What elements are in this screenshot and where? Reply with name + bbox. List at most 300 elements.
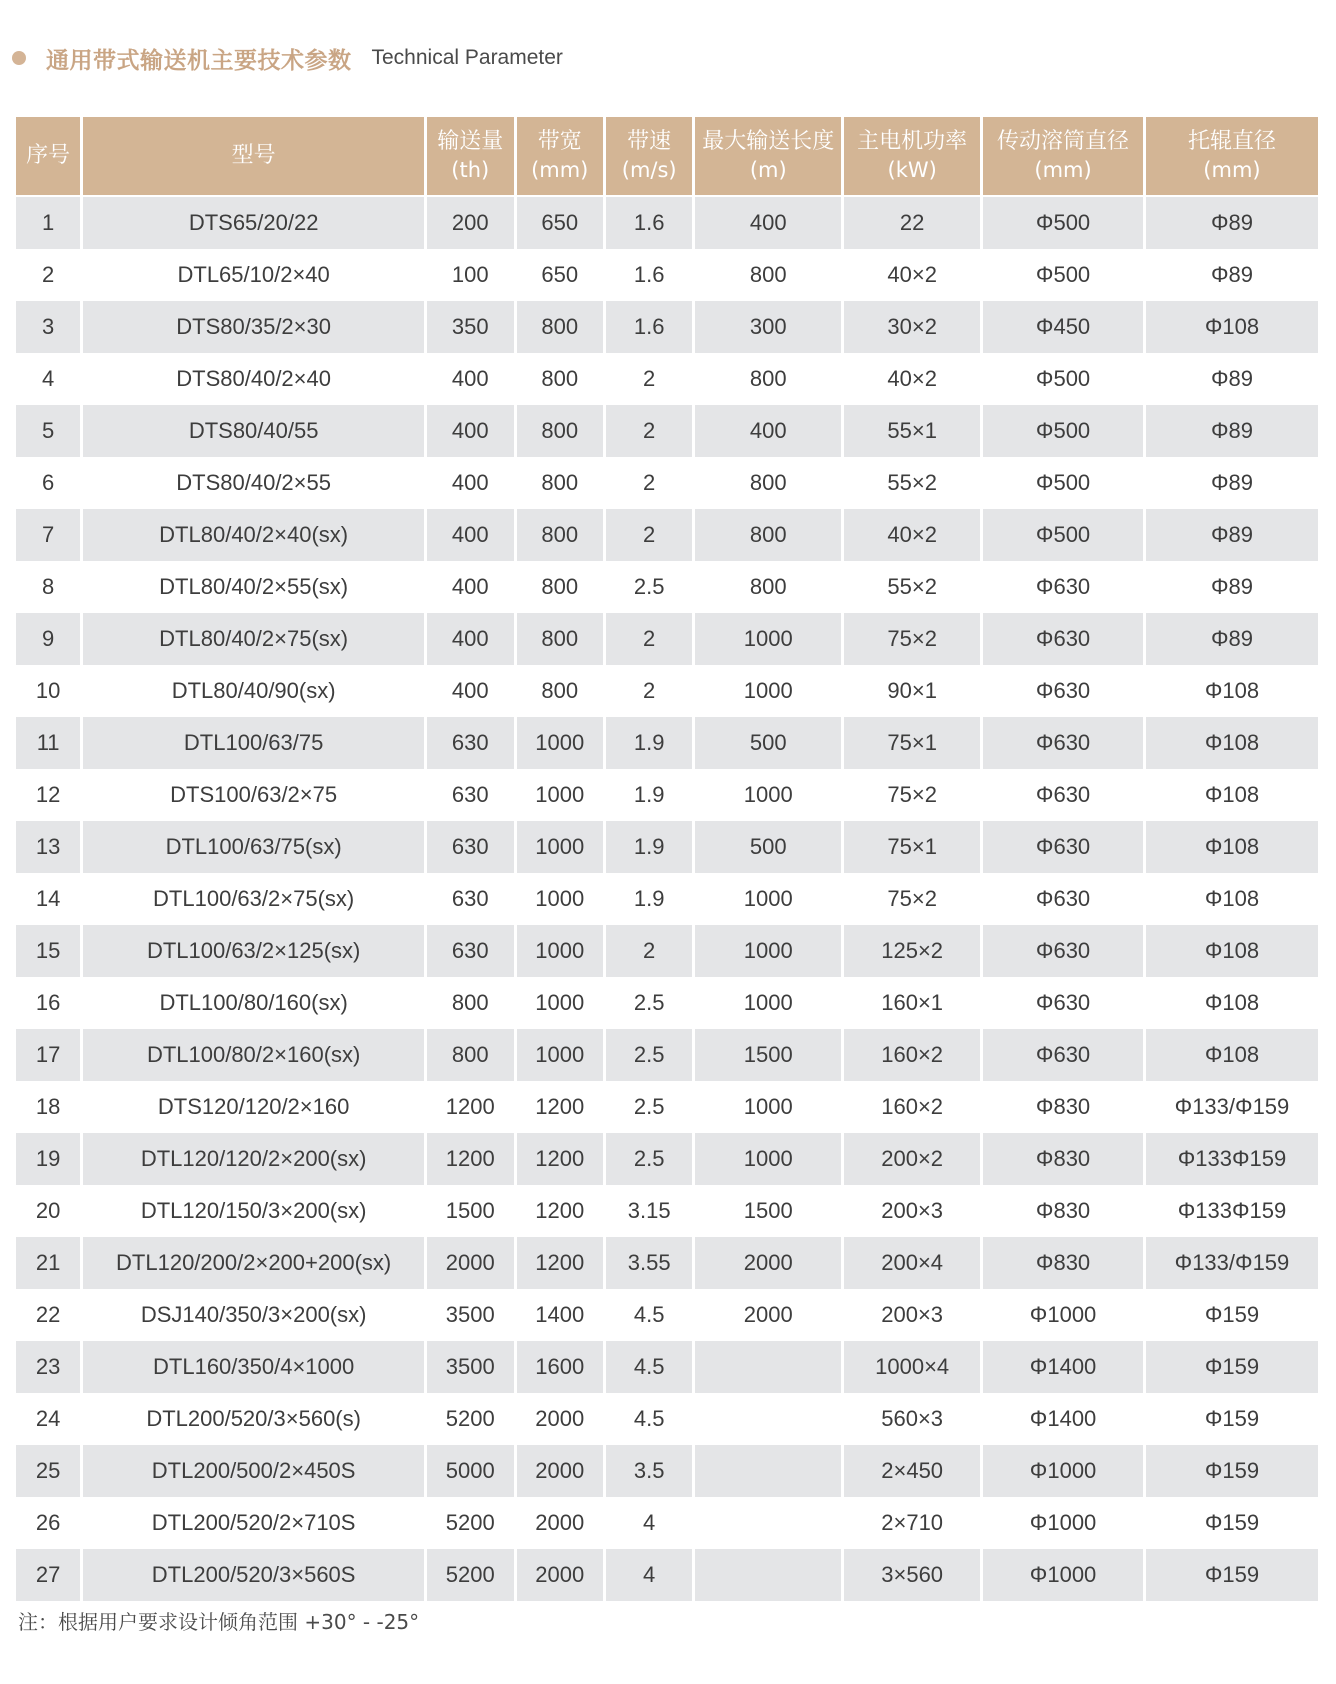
footnote: 注：根据用户要求设计倾角范围 +30° - -25° bbox=[18, 1610, 420, 1634]
table-cell: 400 bbox=[426, 353, 515, 405]
table-cell: 25 bbox=[16, 1445, 82, 1497]
table-cell: Φ159 bbox=[1144, 1289, 1318, 1341]
table-cell: DTL65/10/2×40 bbox=[82, 249, 426, 301]
table-row bbox=[16, 509, 1318, 561]
table-header-row bbox=[16, 117, 1318, 196]
table-cell: 75×1 bbox=[843, 821, 982, 873]
table-cell: 1000 bbox=[515, 1029, 604, 1081]
table-cell: 75×1 bbox=[843, 717, 982, 769]
table-cell: 2000 bbox=[426, 1237, 515, 1289]
table-cell: Φ159 bbox=[1144, 1341, 1318, 1393]
column-header-unit: (mm) bbox=[531, 158, 589, 182]
column-header-label: 主电机功率 bbox=[857, 129, 968, 154]
table-cell: 800 bbox=[515, 457, 604, 509]
table-cell: Φ500 bbox=[982, 353, 1145, 405]
table-cell bbox=[694, 1341, 843, 1393]
table-cell: Φ108 bbox=[1144, 769, 1318, 821]
table-cell: 800 bbox=[694, 457, 843, 509]
table-cell: 6 bbox=[16, 457, 82, 509]
table-cell: 3500 bbox=[426, 1341, 515, 1393]
table-cell: 2 bbox=[16, 249, 82, 301]
column-header bbox=[426, 117, 515, 196]
table-cell: 5000 bbox=[426, 1445, 515, 1497]
table-cell: 5200 bbox=[426, 1549, 515, 1601]
table-cell: 1000 bbox=[694, 665, 843, 717]
table-cell: 2×710 bbox=[843, 1497, 982, 1549]
table-cell: Φ500 bbox=[982, 196, 1145, 249]
table-cell: Φ1000 bbox=[982, 1497, 1145, 1549]
table-cell: 1400 bbox=[515, 1289, 604, 1341]
table-row bbox=[16, 1341, 1318, 1393]
table-row bbox=[16, 717, 1318, 769]
table-cell: DTS80/35/2×30 bbox=[82, 301, 426, 353]
table-cell: DTL80/40/90(sx) bbox=[82, 665, 426, 717]
column-header bbox=[82, 117, 426, 196]
table-cell: DTS120/120/2×160 bbox=[82, 1081, 426, 1133]
table-cell: 3.15 bbox=[604, 1185, 693, 1237]
table-cell: 630 bbox=[426, 769, 515, 821]
table-cell: 1000 bbox=[694, 1133, 843, 1185]
table-cell: DTL100/80/160(sx) bbox=[82, 977, 426, 1029]
column-header-label: 输送量 bbox=[437, 129, 504, 154]
table-cell: Φ108 bbox=[1144, 301, 1318, 353]
table-cell: Φ630 bbox=[982, 977, 1145, 1029]
table-cell: 800 bbox=[515, 353, 604, 405]
column-header-unit: (mm) bbox=[1034, 158, 1092, 182]
column-header bbox=[694, 117, 843, 196]
table-cell: Φ630 bbox=[982, 769, 1145, 821]
column-header bbox=[1144, 117, 1318, 196]
table-cell: 90×1 bbox=[843, 665, 982, 717]
table-cell: 630 bbox=[426, 925, 515, 977]
table-cell: 22 bbox=[16, 1289, 82, 1341]
table-row bbox=[16, 1445, 1318, 1497]
table-cell: 2000 bbox=[515, 1393, 604, 1445]
table-cell: 5200 bbox=[426, 1393, 515, 1445]
table-cell: 18 bbox=[16, 1081, 82, 1133]
table-cell: 17 bbox=[16, 1029, 82, 1081]
table-cell: 75×2 bbox=[843, 769, 982, 821]
table-cell: 2.5 bbox=[604, 977, 693, 1029]
column-header-label: 带宽 bbox=[537, 129, 582, 154]
table-row bbox=[16, 925, 1318, 977]
table-cell: Φ133Φ159 bbox=[1144, 1133, 1318, 1185]
table-cell: Φ133/Φ159 bbox=[1144, 1081, 1318, 1133]
table-cell: Φ630 bbox=[982, 717, 1145, 769]
table-cell: 2 bbox=[604, 665, 693, 717]
technical-parameter-table bbox=[16, 117, 1318, 1601]
table-cell: 2 bbox=[604, 509, 693, 561]
table-row bbox=[16, 353, 1318, 405]
table-cell: 23 bbox=[16, 1341, 82, 1393]
table-cell: DTL120/150/3×200(sx) bbox=[82, 1185, 426, 1237]
table-cell: 13 bbox=[16, 821, 82, 873]
table-row bbox=[16, 821, 1318, 873]
title-chinese: 通用带式输送机主要技术参数 bbox=[46, 47, 352, 74]
table-cell: 630 bbox=[426, 821, 515, 873]
table-cell: 1.9 bbox=[604, 821, 693, 873]
table-cell: 1200 bbox=[515, 1237, 604, 1289]
table-cell: 5200 bbox=[426, 1497, 515, 1549]
table-cell: DTL100/63/2×75(sx) bbox=[82, 873, 426, 925]
table-cell: Φ830 bbox=[982, 1185, 1145, 1237]
table-cell: 650 bbox=[515, 196, 604, 249]
table-cell: 1600 bbox=[515, 1341, 604, 1393]
table-cell: 1000 bbox=[515, 977, 604, 1029]
table-cell: 3500 bbox=[426, 1289, 515, 1341]
table-cell: 160×1 bbox=[843, 977, 982, 1029]
table-cell: Φ89 bbox=[1144, 457, 1318, 509]
table-cell: 1 bbox=[16, 196, 82, 249]
table-cell: 800 bbox=[515, 561, 604, 613]
table-cell: 200×2 bbox=[843, 1133, 982, 1185]
table-cell: 125×2 bbox=[843, 925, 982, 977]
table-cell: 24 bbox=[16, 1393, 82, 1445]
table-row bbox=[16, 873, 1318, 925]
table-cell: Φ500 bbox=[982, 405, 1145, 457]
table-cell: DTS100/63/2×75 bbox=[82, 769, 426, 821]
table-cell: 55×2 bbox=[843, 561, 982, 613]
table-cell: Φ89 bbox=[1144, 405, 1318, 457]
table-cell: 2.5 bbox=[604, 1029, 693, 1081]
table-cell: 1000 bbox=[515, 717, 604, 769]
table-cell: Φ1000 bbox=[982, 1549, 1145, 1601]
table-cell: 27 bbox=[16, 1549, 82, 1601]
column-header-unit: (m) bbox=[749, 158, 787, 182]
table-row bbox=[16, 1393, 1318, 1445]
column-header-unit: (kW) bbox=[887, 158, 937, 182]
table-cell: 4.5 bbox=[604, 1341, 693, 1393]
table-row bbox=[16, 457, 1318, 509]
table-cell: DTL100/63/75 bbox=[82, 717, 426, 769]
table-cell: 800 bbox=[515, 665, 604, 717]
table-cell: 4 bbox=[16, 353, 82, 405]
table-cell: 19 bbox=[16, 1133, 82, 1185]
table-cell: 200 bbox=[426, 196, 515, 249]
table-cell: 2000 bbox=[694, 1289, 843, 1341]
table-cell: 400 bbox=[426, 405, 515, 457]
column-header-unit: (th) bbox=[451, 158, 490, 182]
table-cell: 8 bbox=[16, 561, 82, 613]
table-cell: DTL80/40/2×75(sx) bbox=[82, 613, 426, 665]
column-header bbox=[604, 117, 693, 196]
table-cell: DSJ140/350/3×200(sx) bbox=[82, 1289, 426, 1341]
table-cell: 650 bbox=[515, 249, 604, 301]
table-cell: 1000 bbox=[515, 821, 604, 873]
table-cell: DTL120/200/2×200+200(sx) bbox=[82, 1237, 426, 1289]
table-cell: 1500 bbox=[694, 1185, 843, 1237]
table-cell: Φ1000 bbox=[982, 1445, 1145, 1497]
table-row bbox=[16, 1289, 1318, 1341]
column-header-unit: (mm) bbox=[1203, 158, 1261, 182]
table-cell: 1000 bbox=[694, 613, 843, 665]
table-cell: DTL120/120/2×200(sx) bbox=[82, 1133, 426, 1185]
table-cell: Φ630 bbox=[982, 1029, 1145, 1081]
table-cell: 1000 bbox=[694, 873, 843, 925]
table-cell: 2×450 bbox=[843, 1445, 982, 1497]
table-cell: Φ108 bbox=[1144, 925, 1318, 977]
table-cell: 1200 bbox=[515, 1185, 604, 1237]
table-cell: Φ500 bbox=[982, 457, 1145, 509]
table-cell: DTL100/63/75(sx) bbox=[82, 821, 426, 873]
table-cell: 1.9 bbox=[604, 717, 693, 769]
table-cell: DTL100/80/2×160(sx) bbox=[82, 1029, 426, 1081]
table-cell: DTS80/40/55 bbox=[82, 405, 426, 457]
table-cell: Φ159 bbox=[1144, 1549, 1318, 1601]
table-cell: 2.5 bbox=[604, 1081, 693, 1133]
table-cell: 40×2 bbox=[843, 249, 982, 301]
table-cell bbox=[694, 1393, 843, 1445]
table-cell: 1200 bbox=[426, 1133, 515, 1185]
table-cell: Φ133Φ159 bbox=[1144, 1185, 1318, 1237]
table-cell: 350 bbox=[426, 301, 515, 353]
table-cell: 1500 bbox=[426, 1185, 515, 1237]
table-cell: 1000 bbox=[694, 1081, 843, 1133]
table-cell: 30×2 bbox=[843, 301, 982, 353]
table-cell: Φ159 bbox=[1144, 1497, 1318, 1549]
table-cell: 3.5 bbox=[604, 1445, 693, 1497]
table-cell: 800 bbox=[426, 1029, 515, 1081]
table-cell: 800 bbox=[515, 509, 604, 561]
table-cell: 1000 bbox=[515, 925, 604, 977]
bullet-dot-icon bbox=[12, 51, 26, 65]
table-cell: Φ133/Φ159 bbox=[1144, 1237, 1318, 1289]
table-cell: 14 bbox=[16, 873, 82, 925]
table-row bbox=[16, 405, 1318, 457]
table-cell: 800 bbox=[515, 301, 604, 353]
table-cell bbox=[694, 1549, 843, 1601]
table-cell: Φ630 bbox=[982, 873, 1145, 925]
table-cell: 3 bbox=[16, 301, 82, 353]
table-row bbox=[16, 1549, 1318, 1601]
table-cell: Φ830 bbox=[982, 1237, 1145, 1289]
table-row bbox=[16, 561, 1318, 613]
table-cell: Φ89 bbox=[1144, 561, 1318, 613]
table-cell: 4 bbox=[604, 1549, 693, 1601]
table-cell: 400 bbox=[426, 561, 515, 613]
table-cell: DTS65/20/22 bbox=[82, 196, 426, 249]
table-cell: DTS80/40/2×55 bbox=[82, 457, 426, 509]
table-cell: 160×2 bbox=[843, 1081, 982, 1133]
table-row bbox=[16, 665, 1318, 717]
table-cell: 2000 bbox=[515, 1549, 604, 1601]
table-cell: 100 bbox=[426, 249, 515, 301]
table-cell: DTL200/520/3×560S bbox=[82, 1549, 426, 1601]
table-cell: 22 bbox=[843, 196, 982, 249]
table-row bbox=[16, 977, 1318, 1029]
table-cell: 75×2 bbox=[843, 873, 982, 925]
table-cell: Φ108 bbox=[1144, 1029, 1318, 1081]
table-cell: 5 bbox=[16, 405, 82, 457]
table-cell: 26 bbox=[16, 1497, 82, 1549]
table-cell: 55×1 bbox=[843, 405, 982, 457]
table-cell: 800 bbox=[694, 249, 843, 301]
table-row bbox=[16, 1081, 1318, 1133]
column-header-label: 序号 bbox=[26, 143, 71, 168]
table-cell: Φ108 bbox=[1144, 873, 1318, 925]
table-cell: Φ1400 bbox=[982, 1341, 1145, 1393]
table-cell: Φ630 bbox=[982, 925, 1145, 977]
table-row bbox=[16, 301, 1318, 353]
section-header bbox=[12, 38, 563, 78]
table-cell: 500 bbox=[694, 717, 843, 769]
table-cell: 1000×4 bbox=[843, 1341, 982, 1393]
table-cell: 2 bbox=[604, 353, 693, 405]
table-cell: 75×2 bbox=[843, 613, 982, 665]
column-header bbox=[515, 117, 604, 196]
table-cell: 2 bbox=[604, 925, 693, 977]
table-cell: 800 bbox=[694, 509, 843, 561]
table-cell: 160×2 bbox=[843, 1029, 982, 1081]
table-row bbox=[16, 1185, 1318, 1237]
table-cell bbox=[694, 1497, 843, 1549]
table-cell: 800 bbox=[426, 977, 515, 1029]
table-cell: 3×560 bbox=[843, 1549, 982, 1601]
table-cell: 11 bbox=[16, 717, 82, 769]
table-cell: 2.5 bbox=[604, 1133, 693, 1185]
table-row bbox=[16, 249, 1318, 301]
table-cell: Φ159 bbox=[1144, 1445, 1318, 1497]
table-cell: 1000 bbox=[694, 769, 843, 821]
table-cell: 800 bbox=[694, 353, 843, 405]
table-cell: DTL200/520/3×560(s) bbox=[82, 1393, 426, 1445]
table-cell: DTL100/63/2×125(sx) bbox=[82, 925, 426, 977]
table-cell: DTL200/500/2×450S bbox=[82, 1445, 426, 1497]
table-cell: 1200 bbox=[515, 1081, 604, 1133]
table-cell: 1.6 bbox=[604, 249, 693, 301]
table-row bbox=[16, 1029, 1318, 1081]
table-row bbox=[16, 769, 1318, 821]
table-cell: 55×2 bbox=[843, 457, 982, 509]
table-cell bbox=[694, 1445, 843, 1497]
table-cell: 16 bbox=[16, 977, 82, 1029]
table-cell: 560×3 bbox=[843, 1393, 982, 1445]
table-cell: 400 bbox=[694, 405, 843, 457]
table-cell: 21 bbox=[16, 1237, 82, 1289]
table-cell: Φ1000 bbox=[982, 1289, 1145, 1341]
table-cell: 2.5 bbox=[604, 561, 693, 613]
title-english: Technical Parameter bbox=[371, 46, 563, 69]
table-cell: Φ630 bbox=[982, 613, 1145, 665]
table-cell: Φ500 bbox=[982, 249, 1145, 301]
table-cell: 1.9 bbox=[604, 873, 693, 925]
table-cell: 40×2 bbox=[843, 509, 982, 561]
column-header-label: 最大输送长度 bbox=[702, 129, 835, 154]
table-cell: 1200 bbox=[515, 1133, 604, 1185]
table-cell: 400 bbox=[426, 665, 515, 717]
table-cell: 2 bbox=[604, 457, 693, 509]
table-cell: 4.5 bbox=[604, 1289, 693, 1341]
table-cell: 400 bbox=[426, 457, 515, 509]
table-cell: 200×3 bbox=[843, 1185, 982, 1237]
table-cell: DTL160/350/4×1000 bbox=[82, 1341, 426, 1393]
table-cell: 3.55 bbox=[604, 1237, 693, 1289]
table-cell: Φ1400 bbox=[982, 1393, 1145, 1445]
table-cell: Φ830 bbox=[982, 1081, 1145, 1133]
table-cell: 1000 bbox=[694, 925, 843, 977]
table-cell: 400 bbox=[426, 509, 515, 561]
table-cell: Φ630 bbox=[982, 821, 1145, 873]
table-cell: 2000 bbox=[694, 1237, 843, 1289]
table-cell: 2000 bbox=[515, 1497, 604, 1549]
table-cell: Φ630 bbox=[982, 665, 1145, 717]
table-body bbox=[16, 196, 1318, 1601]
table-row bbox=[16, 196, 1318, 249]
table-cell: 500 bbox=[694, 821, 843, 873]
table-cell: 1.9 bbox=[604, 769, 693, 821]
column-header-label: 带速 bbox=[627, 129, 672, 154]
table-cell: Φ830 bbox=[982, 1133, 1145, 1185]
column-header bbox=[982, 117, 1145, 196]
table-cell: DTL80/40/2×40(sx) bbox=[82, 509, 426, 561]
table-cell: Φ89 bbox=[1144, 353, 1318, 405]
table-cell: 2000 bbox=[515, 1445, 604, 1497]
table-cell: 1.6 bbox=[604, 196, 693, 249]
column-header-label: 托辊直径 bbox=[1187, 129, 1276, 154]
table-cell: 1.6 bbox=[604, 301, 693, 353]
table-cell: 1500 bbox=[694, 1029, 843, 1081]
table-cell: 2 bbox=[604, 405, 693, 457]
table-cell: 800 bbox=[515, 613, 604, 665]
table-cell: Φ89 bbox=[1144, 249, 1318, 301]
table-cell: Φ108 bbox=[1144, 821, 1318, 873]
table-cell: 800 bbox=[515, 405, 604, 457]
table-cell: Φ159 bbox=[1144, 1393, 1318, 1445]
table-cell: Φ89 bbox=[1144, 196, 1318, 249]
table-cell: 20 bbox=[16, 1185, 82, 1237]
table-cell: 1000 bbox=[694, 977, 843, 1029]
table-cell: Φ450 bbox=[982, 301, 1145, 353]
table-cell: Φ630 bbox=[982, 561, 1145, 613]
table-cell: Φ108 bbox=[1144, 665, 1318, 717]
column-header bbox=[16, 117, 82, 196]
column-header bbox=[843, 117, 982, 196]
table-row bbox=[16, 1497, 1318, 1549]
table-cell: 300 bbox=[694, 301, 843, 353]
table-cell: 4.5 bbox=[604, 1393, 693, 1445]
table-cell: 4 bbox=[604, 1497, 693, 1549]
table-cell: 200×3 bbox=[843, 1289, 982, 1341]
table-cell: 200×4 bbox=[843, 1237, 982, 1289]
table-cell: 1000 bbox=[515, 873, 604, 925]
table-cell: Φ500 bbox=[982, 509, 1145, 561]
table-cell: 12 bbox=[16, 769, 82, 821]
table-row bbox=[16, 1133, 1318, 1185]
column-header-label: 型号 bbox=[231, 143, 276, 168]
table-cell: 9 bbox=[16, 613, 82, 665]
table-cell: 15 bbox=[16, 925, 82, 977]
table-row bbox=[16, 1237, 1318, 1289]
table-row bbox=[16, 613, 1318, 665]
table-cell: 400 bbox=[426, 613, 515, 665]
table-cell: Φ89 bbox=[1144, 509, 1318, 561]
column-header-label: 传动溶筒直径 bbox=[997, 129, 1130, 154]
table-cell: 2 bbox=[604, 613, 693, 665]
table-cell: Φ108 bbox=[1144, 977, 1318, 1029]
table-cell: Φ89 bbox=[1144, 613, 1318, 665]
table-cell: 800 bbox=[694, 561, 843, 613]
table-cell: 630 bbox=[426, 873, 515, 925]
table-cell: DTL200/520/2×710S bbox=[82, 1497, 426, 1549]
table-cell: 40×2 bbox=[843, 353, 982, 405]
table-cell: Φ108 bbox=[1144, 717, 1318, 769]
table-cell: 1000 bbox=[515, 769, 604, 821]
table-cell: 400 bbox=[694, 196, 843, 249]
column-header-unit: (m/s) bbox=[621, 158, 677, 182]
table-cell: 10 bbox=[16, 665, 82, 717]
table-cell: 7 bbox=[16, 509, 82, 561]
table-cell: 630 bbox=[426, 717, 515, 769]
